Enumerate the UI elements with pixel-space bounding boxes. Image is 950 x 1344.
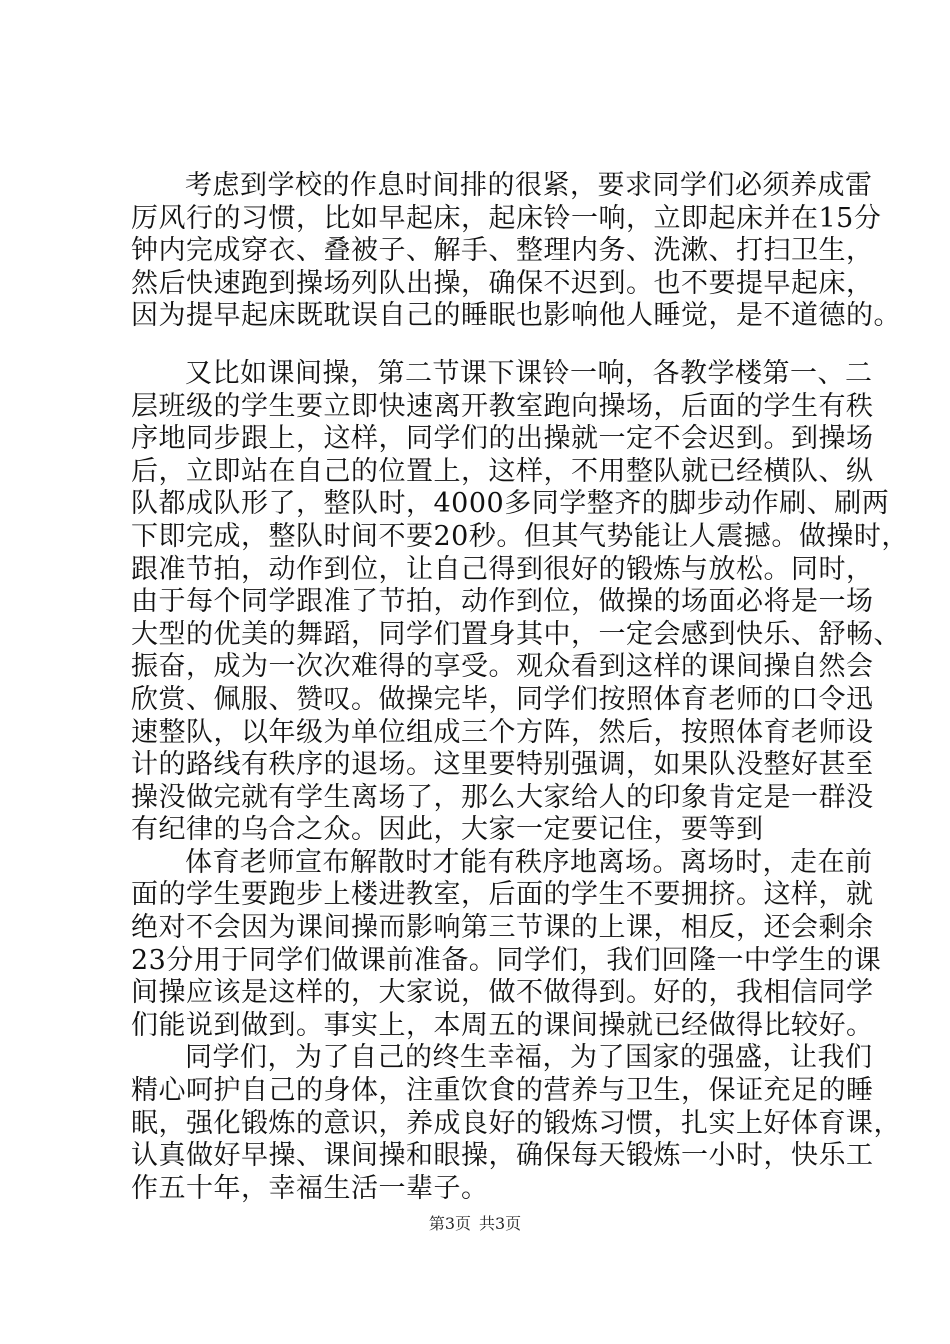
text-line: 钟内完成穿衣、叠被子、解手、整理内务、洗漱、打扫卫生，	[131, 235, 874, 267]
document-body	[131, 170, 909, 1205]
text-line: 后，立即站在自己的位置上，这样，不用整队就已经横队、纵	[131, 455, 874, 487]
text-line: 队都成队形了，整队时，4000多同学整齐的脚步动作刷、刷两	[131, 488, 890, 520]
page-footer	[0, 1214, 950, 1234]
paragraph-3	[131, 846, 882, 1043]
text-line: 精心呵护自己的身体，注重饮食的营养与卫生，保证充足的睡	[131, 1075, 874, 1107]
page-number: 第3页	[428, 1214, 471, 1233]
text-line: 操没做完就有学生离场了，那么大家给人的印象肯定是一群没	[131, 781, 874, 813]
paragraph-gap	[131, 333, 866, 358]
text-line: 间操应该是这样的，大家说，做不做得到。好的，我相信同学	[131, 977, 874, 1009]
text-line: 由于每个同学跟准了节拍，动作到位，做操的场面必将是一场	[131, 586, 874, 618]
text-line: 们能说到做到。事实上，本周五的课间操就已经做得比较好。	[131, 1009, 874, 1041]
text-line: 同学们，为了自己的终生幸福，为了国家的强盛，让我们	[185, 1042, 873, 1074]
paragraph-2	[131, 357, 909, 847]
text-line: 绝对不会因为课间操而影响第三节课的上课，相反，还会剩余	[131, 912, 874, 944]
text-line: 跟准节拍，动作到位，让自己得到很好的锻炼与放松。同时，	[131, 553, 874, 585]
text-line: 因为提早起床既耽误自己的睡眠也影响他人睡觉，是不道德的。	[131, 300, 901, 332]
paragraph-4	[131, 1042, 901, 1205]
text-line: 速整队，以年级为单位组成三个方阵，然后，按照体育老师设	[131, 716, 874, 748]
text-line: 欣赏、佩服、赞叹。做操完毕，同学们按照体育老师的口令迅	[131, 683, 874, 715]
page-total: 共3页	[479, 1214, 522, 1233]
text-line: 下即完成，整队时间不要20秒。但其气势能让人震撼。做操时，	[131, 520, 909, 552]
text-line: 计的路线有秩序的退场。这里要特别强调，如果队没整好甚至	[131, 749, 874, 781]
text-line: 然后快速跑到操场列队出操，确保不迟到。也不要提早起床，	[131, 267, 874, 299]
text-line: 序地同步跟上，这样，同学们的出操就一定不会迟到。到操场	[131, 423, 874, 455]
text-line: 眠，强化锻炼的意识，养成良好的锻炼习惯，扎实上好体育课，	[131, 1107, 901, 1139]
text-line: 层班级的学生要立即快速离开教室跑向操场，后面的学生有秩	[131, 390, 874, 422]
text-line: 振奋，成为一次次难得的享受。观众看到这样的课间操自然会	[131, 651, 874, 683]
text-line: 体育老师宣布解散时才能有秩序地离场。离场时，走在前	[185, 846, 873, 878]
text-line: 认真做好早操、课间操和眼操，确保每天锻炼一小时，快乐工	[131, 1140, 874, 1172]
text-line: 面的学生要跑步上楼进教室，后面的学生不要拥挤。这样，就	[131, 879, 874, 911]
text-line: 23分用于同学们做课前准备。同学们，我们回隆一中学生的课	[131, 944, 882, 976]
paragraph-1	[131, 170, 901, 333]
text-line: 大型的优美的舞蹈，同学们置身其中，一定会感到快乐、舒畅、	[131, 618, 901, 650]
text-line: 有纪律的乌合之众。因此，大家一定要记住，要等到	[131, 814, 764, 846]
text-line: 又比如课间操，第二节课下课铃一响，各教学楼第一、二	[185, 357, 873, 389]
text-line: 考虑到学校的作息时间排的很紧，要求同学们必须养成雷	[185, 170, 873, 201]
text-line: 作五十年，幸福生活一辈子。	[131, 1172, 489, 1204]
text-line: 厉风行的习惯，比如早起床，起床铃一响，立即起床并在15分	[131, 202, 882, 234]
